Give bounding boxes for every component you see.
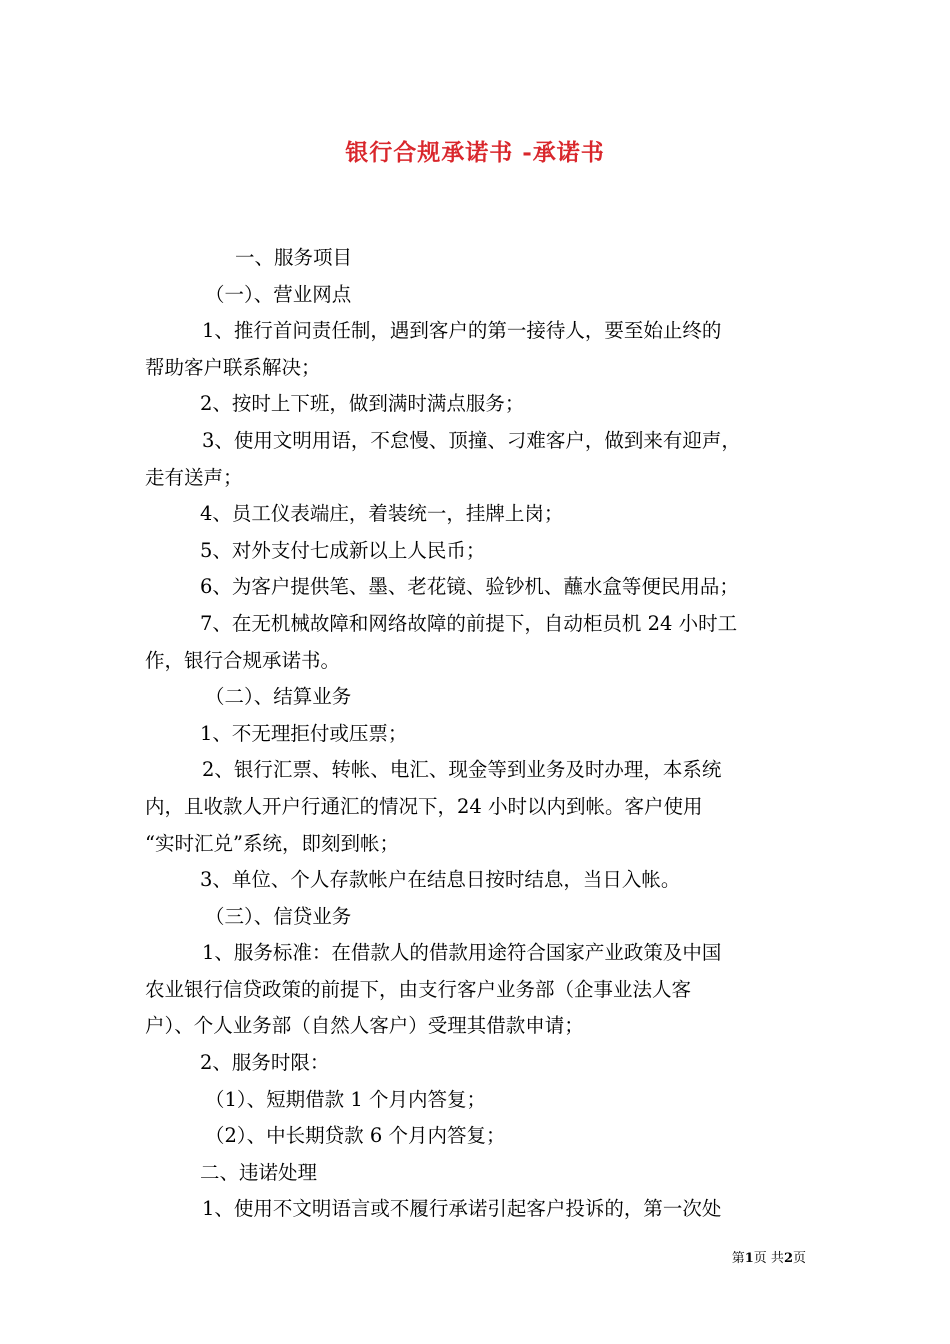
paragraph-line: 3、单位、个人存款帐户在结息日按时结息，当日入帐。 (200, 868, 681, 892)
paragraph-line: （1）、短期借款 1 个月内答复； (205, 1087, 486, 1111)
page-number-footer (732, 1247, 806, 1266)
paragraph-line: 1、服务标准：在借款人的借款用途符合国家产业政策及中国 (202, 941, 722, 965)
section-heading-services: 一、服务项目 (235, 246, 353, 269)
footer-prefix: 第 (731, 1251, 745, 1266)
paragraph-line: 帮助客户联系解决； (145, 355, 321, 379)
section-heading-violation: 二、违诺处理 (200, 1160, 318, 1184)
paragraph-line: 7、在无机械故障和网络故障的前提下，自动柜员机 24 小时工 (200, 611, 738, 635)
subsection-heading-settlement: （二）、结算业务 (205, 685, 352, 709)
paragraph-line: 作，银行合规承诺书。 (145, 648, 341, 672)
document-body (145, 240, 810, 1228)
paragraph-line: （2）、中长期贷款 6 个月内答复； (205, 1124, 506, 1148)
paragraph-line: 2、银行汇票、转帐、电汇、现金等到业务及时办理，本系统 (202, 758, 722, 782)
paragraph-line: “实时汇兑”系统，即刻到帐； (145, 831, 399, 855)
footer-middle: 页 共 (753, 1251, 784, 1266)
subsection-heading-outlets: （一）、营业网点 (205, 282, 352, 306)
paragraph-line: 2、服务时限： (200, 1051, 330, 1075)
paragraph-line: 户）、个人业务部（自然人客户）受理其借款申请； (145, 1014, 584, 1038)
paragraph-line: 5、对外支付七成新以上人民币； (200, 538, 486, 562)
paragraph-line: 4、员工仪表端庄，着装统一，挂牌上岗； (200, 502, 564, 526)
paragraph-line: 1、不无理拒付或压票； (200, 721, 408, 745)
paragraph-line: 6、为客户提供笔、墨、老花镜、验钞机、蘸水盒等便民用品； (200, 575, 739, 599)
paragraph-line: 2、按时上下班，做到满时满点服务； (200, 392, 525, 416)
paragraph-line: 走有送声； (145, 465, 243, 489)
footer-suffix: 页 (792, 1251, 806, 1266)
paragraph-line: 1、推行首问责任制，遇到客户的第一接待人，要至始止终的 (202, 319, 722, 343)
document-title: 银行合规承诺书 -承诺书 (345, 139, 605, 166)
footer-total-pages: 2 (783, 1251, 793, 1266)
paragraph-line: 1、使用不文明语言或不履行承诺引起客户投诉的，第一次处 (202, 1197, 722, 1221)
subsection-heading-credit: （三）、信贷业务 (205, 904, 352, 928)
paragraph-line: 内，且收款人开户行通汇的情况下，24 小时以内到帐。客户使用 (145, 794, 703, 818)
paragraph-line: 农业银行信贷政策的前提下，由支行客户业务部（企事业法人客 (145, 977, 692, 1001)
footer-current-page: 1 (744, 1251, 754, 1266)
paragraph-line: 3、使用文明用语，不怠慢、顶撞、刁难客户，做到来有迎声， (202, 428, 741, 452)
